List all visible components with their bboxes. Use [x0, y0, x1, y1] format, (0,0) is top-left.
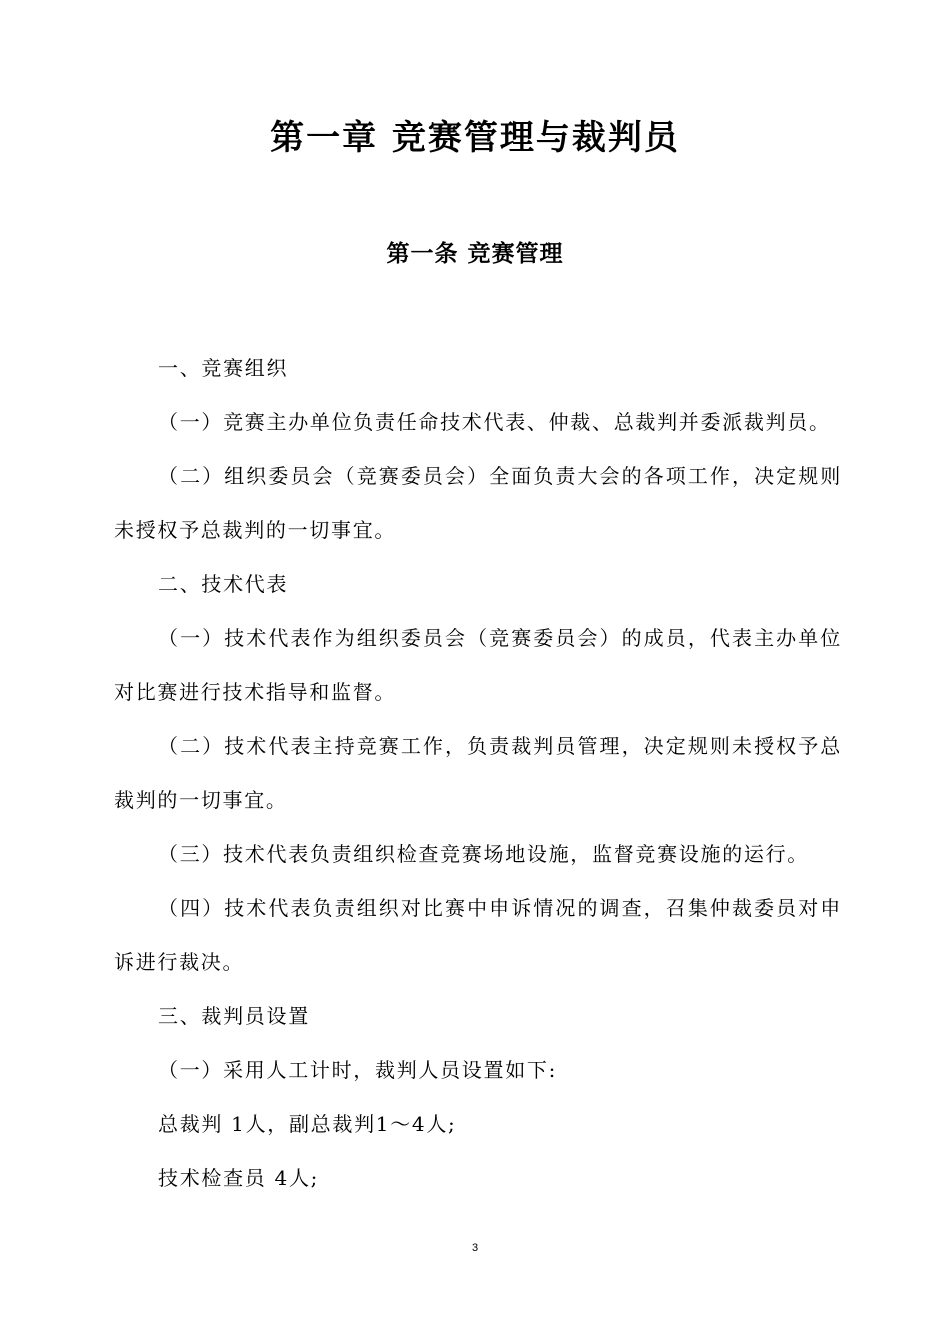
article-title: 第一条 竞赛管理 — [386, 240, 564, 267]
paragraph: （一）技术代表作为组织委员会（竞赛委员会）的成员，代表主办单位对比赛进行技术指导和监督。 — [114, 626, 842, 704]
section-heading-technical-delegate: 二、技术代表 — [158, 572, 289, 596]
section-heading-organization: 一、竞赛组织 — [158, 356, 289, 380]
section-heading-referee-setup: 三、裁判员设置 — [158, 1004, 310, 1028]
list-line: 技术检查员 4人; — [158, 1166, 320, 1190]
paragraph: （二）技术代表主持竞赛工作，负责裁判员管理，决定规则未授权予总裁判的一切事宜。 — [114, 734, 842, 812]
paragraph: （二）组织委员会（竞赛委员会）全面负责大会的各项工作，决定规则未授权予总裁判的一切事宜。 — [114, 464, 842, 542]
paragraph: （一）竞赛主办单位负责任命技术代表、仲裁、总裁判并委派裁判员。 — [158, 410, 831, 434]
chapter-title: 第一章 竞赛管理与裁判员 — [270, 118, 680, 158]
paragraph: （一）采用人工计时，裁判人员设置如下: — [158, 1058, 558, 1082]
paragraph: （三）技术代表负责组织检查竞赛场地设施，监督竞赛设施的运行。 — [158, 842, 809, 866]
body-text — [114, 341, 842, 1205]
paragraph: （四）技术代表负责组织对比赛中申诉情况的调查，召集仲裁委员对申诉进行裁决。 — [114, 896, 842, 974]
list-line: 总裁判 1人，副总裁判1～4人; — [158, 1112, 457, 1136]
page-number: 3 — [471, 1242, 479, 1254]
